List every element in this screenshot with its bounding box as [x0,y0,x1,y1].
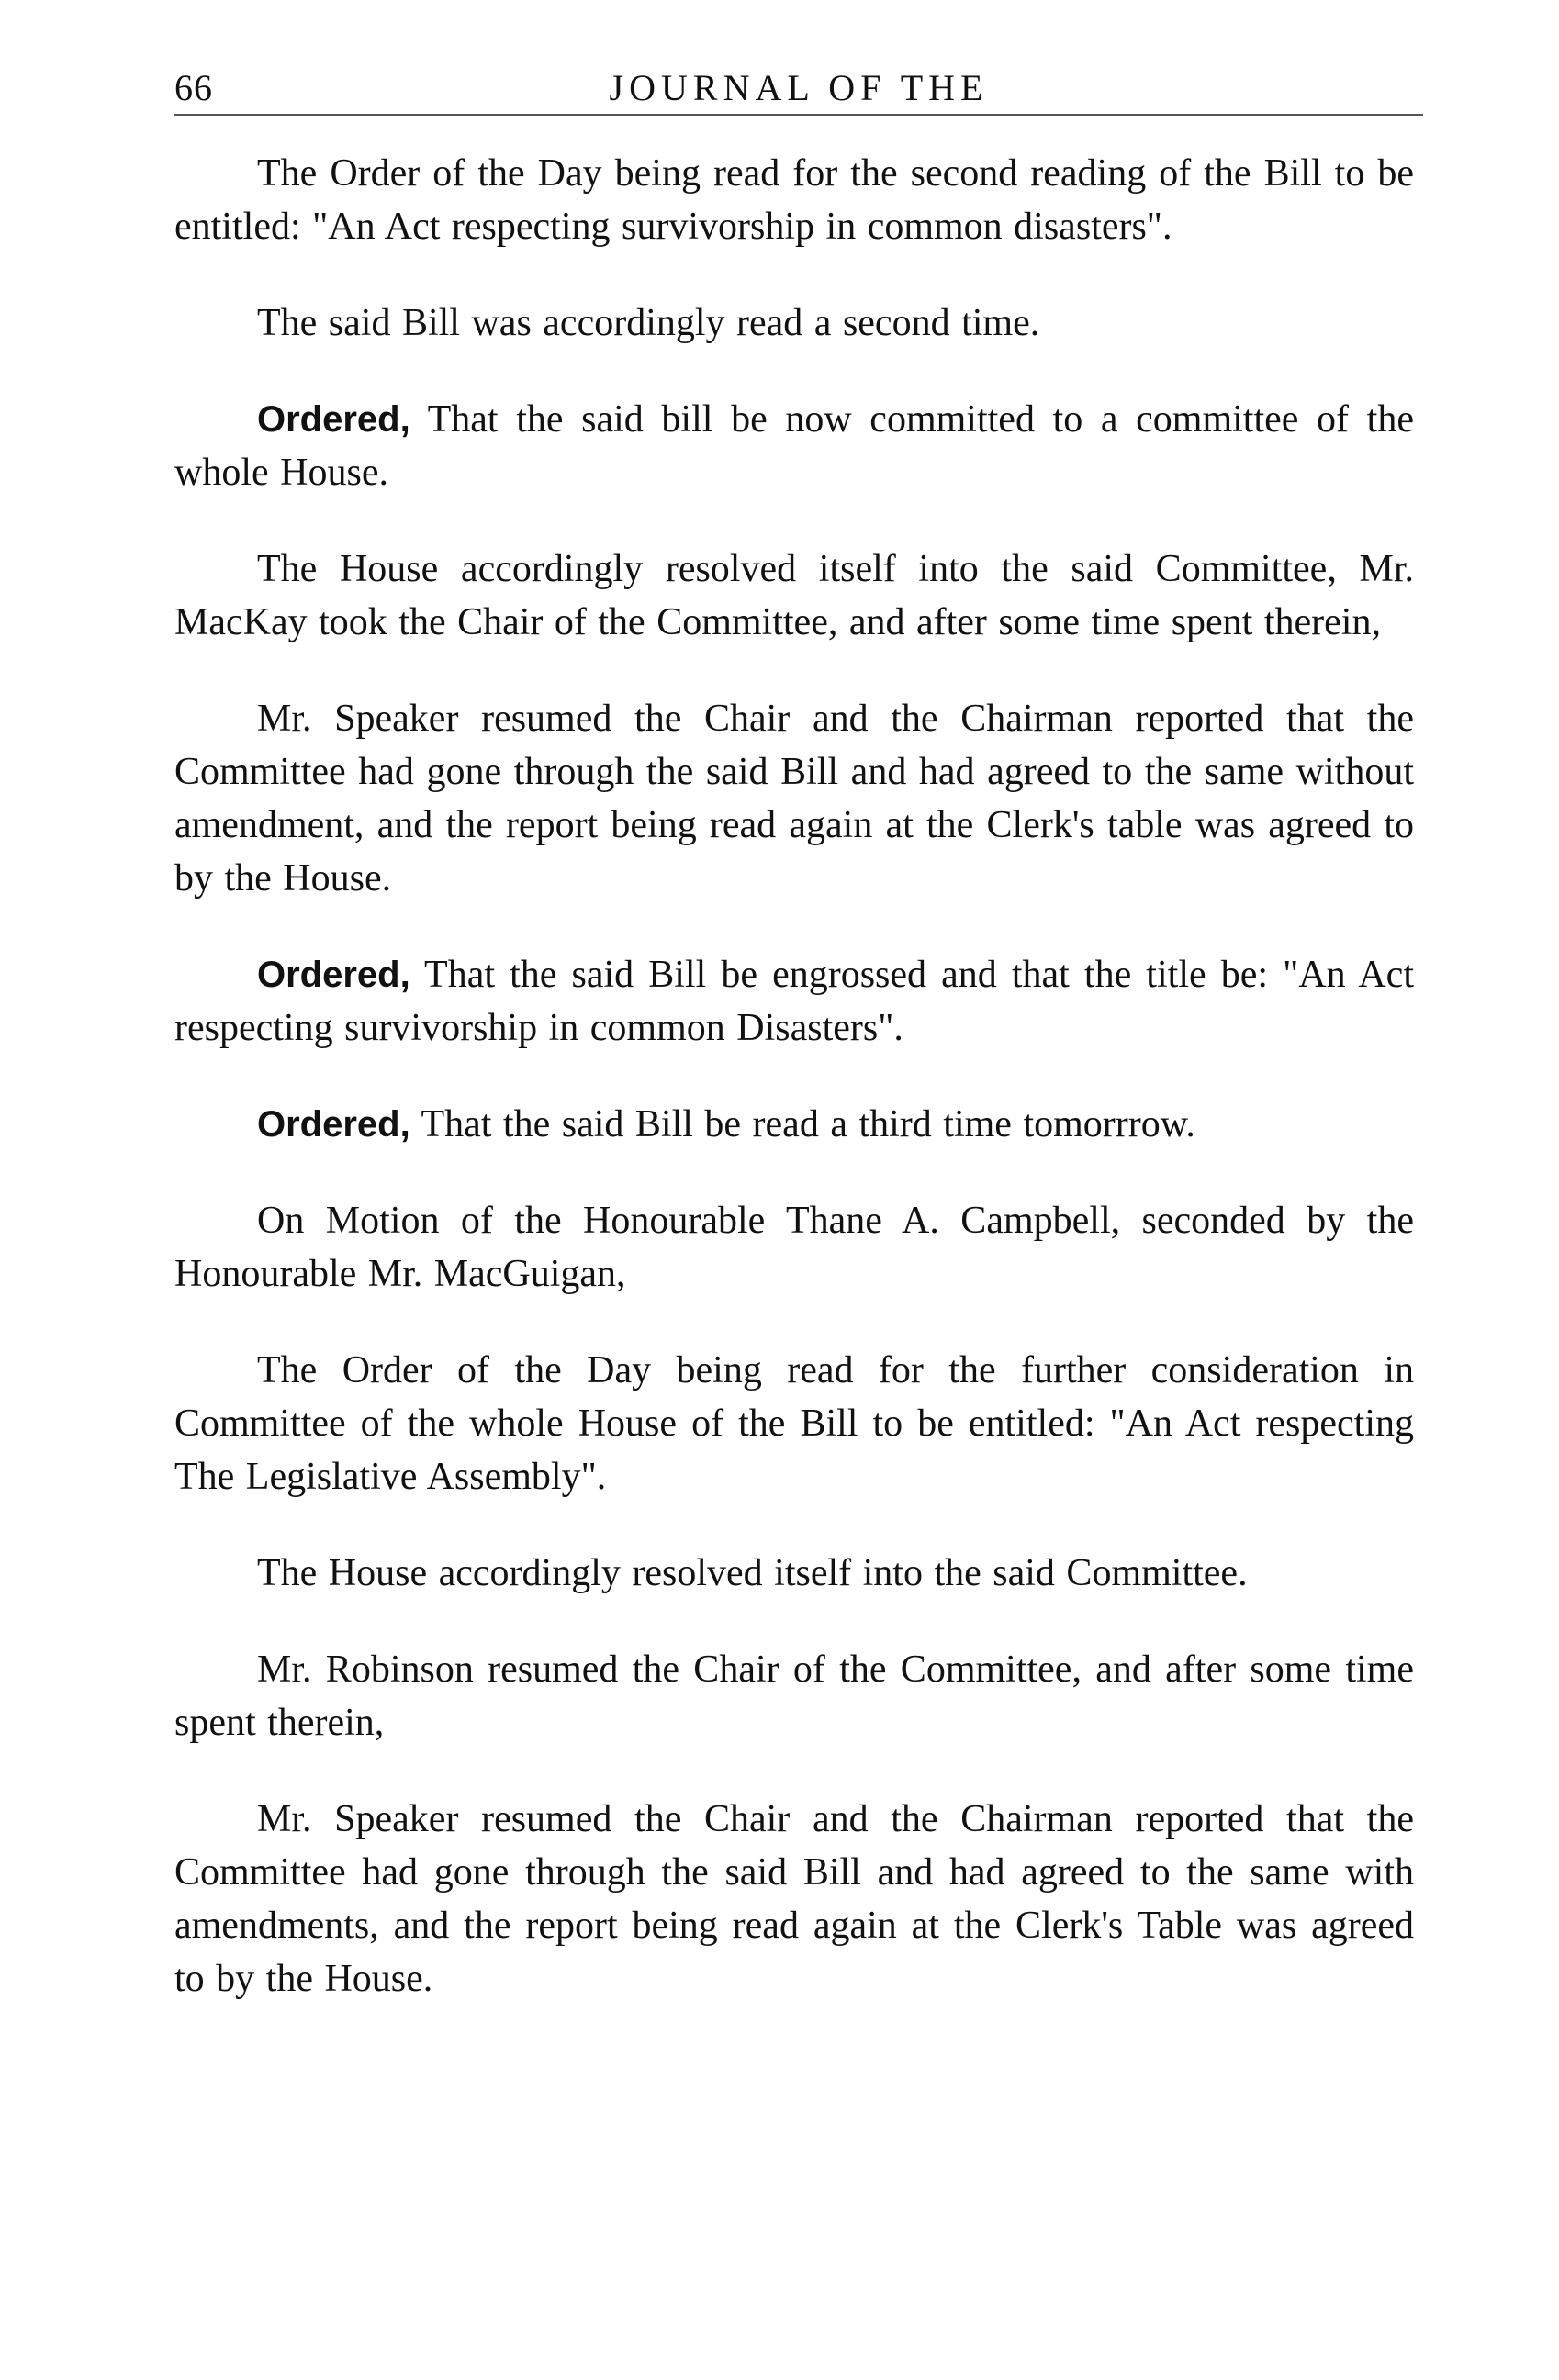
paragraph-house-resolved: The House accordingly resolved itself into the said Committee, Mr. MacKay took the Chair of the Committee, and after some time spent therein, [174,548,1414,643]
paragraph-motion: On Motion of the Honourable Thane A. Campbell, seconded by the Honourable Mr. MacGuigan, [174,1200,1414,1295]
running-head: JOURNAL OF THE [609,67,989,108]
paragraph-speaker-resumed-2: Mr. Speaker resumed the Chair and the Chairman reported that the Committee had gone through the said Bill and had agreed to the same with amendments, and the report being read again at the Clerk's Table was agreed to by the House. [174,1798,1414,2000]
paragraph-house-resolved-2: The House accordingly resolved itself into the said Committee. [257,1552,1248,1594]
page-number: 66 [174,67,213,108]
header-rule [174,114,1423,116]
paragraph-ordered-engrossed: Ordered, That the said Bill be engrossed and that the title be: "An Act respecting survivorship in common Disasters". [174,954,1414,1049]
paragraph-ordered-committed: Ordered, That the said bill be now committed to a committee of the whole House. [174,398,1414,494]
ordered-lead: Ordered, [257,955,410,995]
paragraph-second-reading: The said Bill was accordingly read a second time. [257,302,1040,344]
paragraph-robinson-chair: Mr. Robinson resumed the Chair of the Committee, and after some time spent therein, [174,1648,1414,1744]
paragraph-second-reading-order: The Order of the Day being read for the second reading of the Bill to be entitled: "An Act respecting survivorship in common disasters". [174,152,1414,248]
page-header [174,57,1423,121]
paragraph-further-consideration: The Order of the Day being read for the further consideration in Committee of the whole House of the Bill to be entitled: "An Act respecting The Legislative Assembly". [174,1349,1414,1498]
ordered-lead: Ordered, [257,1104,410,1145]
paragraph-speaker-resumed: Mr. Speaker resumed the Chair and the Chairman reported that the Committee had gone through the said Bill and had agreed to the same without amendment, and the report being read again at the Clerk's table was agreed to by the House. [174,698,1414,899]
paragraph-ordered-third-reading: Ordered, That the said Bill be read a third time tomorrrow. [257,1103,1195,1145]
journal-body [174,147,1414,2006]
ordered-lead: Ordered, [257,399,410,440]
